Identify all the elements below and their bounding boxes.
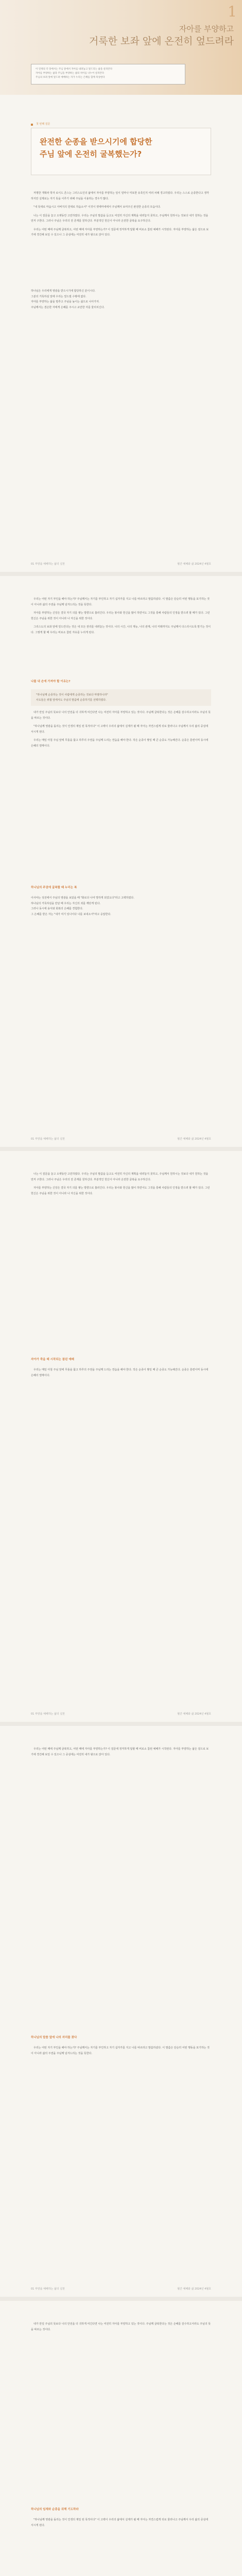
footer-magazine: 월간 예배와 삶 2024년 4월호	[177, 2287, 211, 2291]
paragraph: "내 뜻대로 마옵시고 아버지의 원대로 하옵소서" 이것이 겟세마네에서 주님께서 보여주신 완전한 순종의 모습이다.	[33, 206, 161, 209]
body-text	[31, 1747, 211, 1760]
body-text	[31, 895, 211, 917]
paragraph: 나는 이 질문을 놓고 오랫동안 고민하였다. 우리는 주님의 말씀을 듣고도 여전히 자신의 계획을 내려놓지 못하고, 주님께서 원하시는 것보다 내가 원하는 것을 먼저 구한다. 그러나 주님은 우리의 전 존재를 원하신다. 부분적인 헌신이 아니라 온전한 굴복을 요구하신다.	[31, 214, 209, 223]
footer-page-label: 01 부양을 예배하는 삶의 실천	[31, 563, 65, 566]
footer-magazine: 월간 예배와 삶 2024년 4월호	[177, 1713, 211, 1716]
body-line: 하나님의 거룩하심을 만날 때 우리는 자신의 죄를 깨닫게 된다.	[31, 902, 101, 905]
body-line: 자아를 부양하는 삶을 멈추고 주님을 높이는 삶으로 나아가자.	[31, 300, 100, 303]
paragraph: 나는 이 질문을 놓고 오랫동안 고민하였다. 우리는 주님의 말씀을 듣고도 여전히 자신의 계획을 내려놓지 못하고, 주님께서 원하시는 것보다 내가 원하는 것을 먼저 구한다. 그러나 주님은 우리의 전 존재를 원하신다. 부분적인 헌신이 아니라 온전한 굴복을 요구하신다.	[31, 1173, 209, 1181]
body-line: 그분의 거룩하심 앞에 우리는 엎드릴 수밖에 없다.	[31, 295, 87, 298]
paragraph: 우리는 매일 아침 주님 앞에 무릎을 꿇고 하루의 주권을 주님께 드리는 연습을 해야 한다. 작은 순종이 쌓일 때 큰 순종도 가능해진다. 순종은 훈련이며 동시에 은혜의 열매이다.	[31, 739, 209, 748]
paragraph: "하나님께 영광을 돌리는 것이 인생의 제일 된 목적이다" 이 고백이 우리의 삶에서 실제가 될 때 자아는 자연스럽게 뒤로 물러나고 주님께서 우리 삶의 중심에 서시게 된다.	[31, 2518, 209, 2527]
title-line-2: 거룩한 보좌 앞에 온전히 엎드려라	[89, 36, 234, 47]
page-5	[0, 2301, 242, 2576]
paragraph: 내가 만일 주님의 뜻보다 나의 안전을 더 귀하게 여긴다면 나는 여전히 자아를 부양하고 있는 것이다. 주님께 굴복한다는 것은 손해를 감수하고서라도 주님의 뜻을 따르는 것이다.	[31, 711, 211, 720]
intro-box	[31, 64, 185, 84]
paragraph: "하나님께 영광을 돌리는 것이 인생의 제일 된 목적이다" 이 고백이 우리의 삶에서 실제가 될 때 자아는 자연스럽게 뒤로 물러나고 주님께서 우리 삶의 중심에 서시게 된다.	[31, 725, 209, 734]
section-subhead: 자아가 죽을 때 시작되는 참된 예배	[31, 1358, 74, 1361]
body-line: 하나님은 우리에게 영광을 받으시기에 합당하신 분이시다.	[31, 290, 96, 293]
quote-line: 사도들은 위협 앞에서도 주님의 말씀에 순종하기를 선택하였다.	[36, 699, 107, 702]
section-subhead: 나를 내 손에 가져야 할 이유는?	[31, 680, 71, 683]
footer-magazine: 월간 예배와 삶 2024년 4월호	[177, 1138, 211, 1141]
footer-page-label: 01 부양을 예배하는 삶의 실천	[31, 2287, 65, 2291]
paragraph: 그리스도의 보좌 앞에 엎드린다는 것은 내 모든 권리를 내려놓는 것이다. 나의 시간, 나의 재능, 나의 관계, 나의 미래까지도 주님께서 다스리시도록 맡기는 것이다. 그렇게 할 때 우리는 비로소 참된 자유를 누리게 된다.	[31, 625, 211, 634]
quote-box	[31, 689, 211, 706]
section-subhead: 하나님의 임재와 순종을 위해 기도하라	[31, 2508, 79, 2511]
article-title	[64, 23, 234, 47]
quote-line: "하나님께 순종하는 것이 사람에게 순종하는 것보다 마땅하니라"	[36, 693, 108, 697]
series-number: 1	[228, 3, 237, 20]
paragraph: 저명한 개혁파 학자 로이드 존스는 그리스도인의 삶에서 자아를 부양하는 일이 얼마나 미묘한 유혹인지 여러 차례 경고하였다. 우리는 스스로 순종한다고 생각하지만 실제로는 자기 뜻을 이루기 위해 주님을 이용하는 경우가 많다.	[31, 192, 209, 200]
question-box	[31, 128, 211, 175]
footer-page-label: 01 부양을 예배하는 삶의 실천	[31, 1713, 65, 1716]
section-marker	[31, 123, 50, 126]
body-text	[31, 1172, 211, 1199]
intro-line: 이 연재의 각 장에서는 주님 앞에서 자아를 내려놓고 엎드리는 삶을 살펴본다	[36, 68, 113, 71]
footer-magazine: 월간 예배와 삶 2024년 4월호	[177, 563, 211, 566]
body-text	[31, 710, 211, 752]
paragraph: 자아를 부양하는 신앙은 결국 자기 의를 쌓는 방향으로 흘러간다. 우리는 봉사와 헌신을 많이 하면서도 그것을 통해 사람들의 인정을 받으려 할 때가 있다. 그런 헌신은 주님을 위한 것이 아니라 나 자신을 위한 것이다.	[31, 1187, 210, 1195]
page-2	[0, 576, 242, 1147]
body-text	[31, 289, 211, 310]
body-text	[31, 1367, 211, 1381]
question-line-2: 주님 앞에 온전히 굴복했는가?	[40, 149, 142, 159]
body-text	[31, 2321, 211, 2335]
paragraph: 우리는 어떤 때에 주님께 굴복하고, 어떤 때에 자아를 부양하는가? 이 질문에 정직하게 답할 때 비로소 참된 예배가 시작된다. 자아를 부양하는 삶은 겉으로 보기에 경건해 보일 수 있으나 그 중심에는 여전히 내가 왕으로 앉아 있다.	[31, 1748, 209, 1756]
body-line: 주님께서는 겸손한 자에게 은혜를 주시고 교만한 자를 물리치신다.	[31, 306, 105, 309]
paragraph: 내가 만일 주님의 뜻보다 나의 안전을 더 귀하게 여긴다면 나는 여전히 자아를 부양하고 있는 것이다. 주님께 굴복한다는 것은 손해를 감수하고서라도 주님의 뜻을 따르는 것이다.	[31, 2323, 211, 2331]
title-line-1: 자아를 부양하고	[179, 24, 234, 33]
paragraph: 우리는 어떤 자기 부인을 해야 하는가? 주님께서는 자기를 부인하고 자기 십자가를 지고 나를 따르라고 말씀하셨다. 이 말씀은 단순히 어떤 행동을 포기하는 것이 아니라 삶의 주권을 주님께 넘겨드리는 것을 뜻한다.	[31, 598, 210, 606]
body-line: 이사야는 성전에서 주님의 영광을 보았을 때 "화로다 나여 망하게 되었도다"라고 고백하였다.	[31, 896, 134, 900]
section-marker-label: 첫 번째 질문	[36, 123, 50, 126]
intro-line: 자아를 부양하는 삶과 주님을 부양하는 삶의 차이를 나누어 살펴본다	[36, 72, 105, 75]
intro-line: 주님의 보좌 앞에 엎드려 예배하는 자가 누리는 은혜를 함께 묵상한다	[36, 76, 105, 79]
body-text	[31, 597, 211, 638]
footer-page-label: 01 부양을 예배하는 삶의 실천	[31, 1138, 65, 1141]
page-3	[0, 1151, 242, 1722]
section-subhead: 하나님의 말씀 앞에 나의 자리를 찾다	[31, 2036, 77, 2039]
page-4	[0, 1726, 242, 2297]
body-line: 그러나 동시에 용서와 회복의 은혜를 경험한다.	[31, 907, 83, 910]
paragraph: 우리는 어떤 때에 주님께 굴복하고, 어떤 때에 자아를 부양하는가? 이 질문에 정직하게 답할 때 비로소 참된 예배가 시작된다. 자아를 부양하는 삶은 겉으로 보기에 경건해 보일 수 있으나 그 중심에는 여전히 내가 왕으로 앉아 있다.	[31, 228, 209, 236]
body-text	[31, 2045, 211, 2059]
body-line: 그 은혜를 받은 자는 "내가 여기 있나이다 나를 보내소서"라고 응답한다.	[31, 912, 111, 916]
paragraph: 우리는 매일 아침 주님 앞에 무릎을 꿇고 하루의 주권을 주님께 드리는 연습을 해야 한다. 작은 순종이 쌓일 때 큰 순종도 가능해진다. 순종은 훈련이며 동시에 은혜의 열매이다.	[31, 1368, 209, 1377]
paragraph: 우리는 어떤 자기 부인을 해야 하는가? 주님께서는 자기를 부인하고 자기 십자가를 지고 나를 따르라고 말씀하셨다. 이 말씀은 단순히 어떤 행동을 포기하는 것이 아니라 삶의 주권을 주님께 넘겨드리는 것을 뜻한다.	[31, 2046, 210, 2055]
page-1	[0, 0, 242, 572]
question-line-1: 완전한 순종을 받으시기에 합당한	[40, 137, 152, 146]
body-text	[31, 191, 211, 241]
paragraph: 자아를 부양하는 신앙은 결국 자기 의를 쌓는 방향으로 흘러간다. 우리는 봉사와 헌신을 많이 하면서도 그것을 통해 사람들의 인정을 받으려 할 때가 있다. 그런 헌신은 주님을 위한 것이 아니라 나 자신을 위한 것이다.	[31, 612, 210, 620]
section-subhead: 하나님의 주권에 굴복할 때 누리는 복	[31, 886, 77, 889]
body-text	[31, 2517, 211, 2531]
